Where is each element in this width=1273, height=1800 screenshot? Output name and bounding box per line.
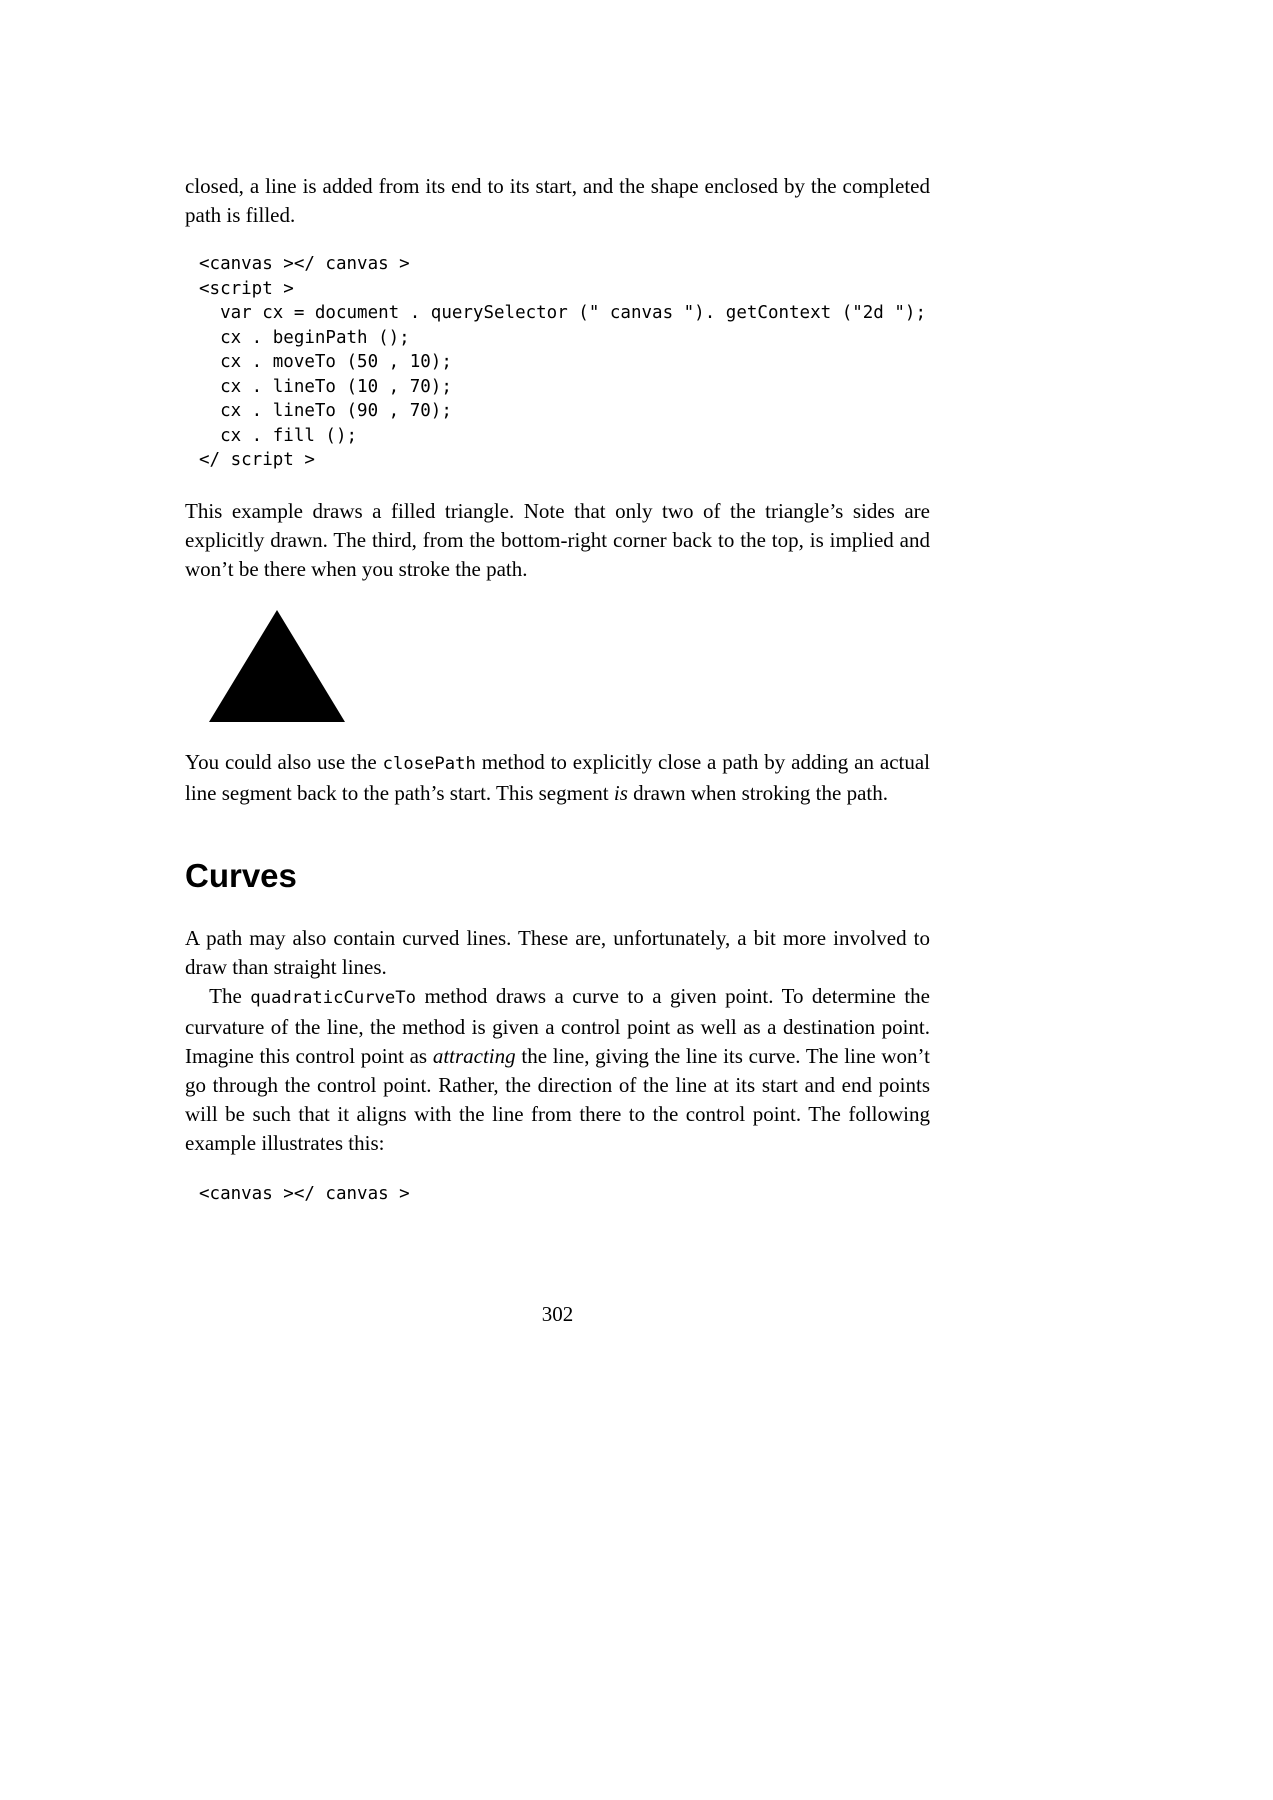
inline-code-quadraticcurveto: quadraticCurveTo (250, 987, 416, 1008)
paragraph-closepath (185, 748, 930, 808)
text-segment: You could also use the (185, 749, 383, 774)
code-line: cx . lineTo (90 , 70); (199, 401, 452, 421)
paragraph-intro: closed, a line is added from its end to its start, and the shape enclosed by the completed path is filled. (185, 174, 930, 227)
filled-triangle-shape (209, 610, 345, 722)
paragraph-filled-triangle: This example draws a filled triangle. Note that only two of the triangle’s sides are explicitly drawn. The third, from the bottom-right corner back to the top, is implied and won’t be there when you stroke the path. (185, 498, 930, 581)
triangle-canvas-render (209, 610, 345, 722)
paragraph-curves-intro: A path may also contain curved lines. These are, unfortunately, a bit more involved to draw than straight lines. (185, 925, 930, 979)
paragraph-quadraticcurveto (185, 982, 930, 1158)
code-line: cx . fill (); (199, 425, 358, 446)
text-segment: The (209, 983, 251, 1008)
italic-text: attracting (432, 1043, 516, 1068)
text-segment: the line, giving the line its curve. The line won’t go through the control point. Rather, the direction of the line at its start and end points will be such that it aligns with the line from there to the control point. The following example illustrates this: (185, 1043, 930, 1155)
page-number: 302 (541, 1302, 574, 1326)
code-line: <canvas ></ canvas > (199, 254, 410, 274)
section-heading-curves: Curves (185, 856, 297, 894)
text-segment: method to explicitly close a path by adding an actual line segment back to the path’s start. This segment (185, 749, 931, 805)
code-line: cx . beginPath (); (199, 327, 410, 348)
code-line: var cx = document . querySelector (" canvas "). getContext ("2d "); (199, 303, 926, 323)
text-segment: drawn when stroking the path. (627, 780, 888, 805)
code-line: <canvas ></ canvas > (199, 1183, 410, 1204)
italic-text: is (613, 780, 628, 805)
book-page-text-column (185, 172, 930, 1327)
text-segment: method draws a curve to a given point. To determine the curvature of the line, the method is given a control point as well as a destination point. Imagine this control point as (185, 983, 930, 1068)
code-line: cx . moveTo (50 , 10); (199, 352, 452, 372)
code-line: cx . lineTo (10 , 70); (199, 376, 452, 397)
code-line: </ script > (199, 450, 315, 470)
triangle-figure (209, 610, 345, 722)
code-block-canvas (199, 1182, 930, 1207)
inline-code-closepath: closePath (382, 753, 476, 774)
code-block-triangle-example (199, 252, 930, 473)
code-line: <script > (199, 278, 294, 299)
